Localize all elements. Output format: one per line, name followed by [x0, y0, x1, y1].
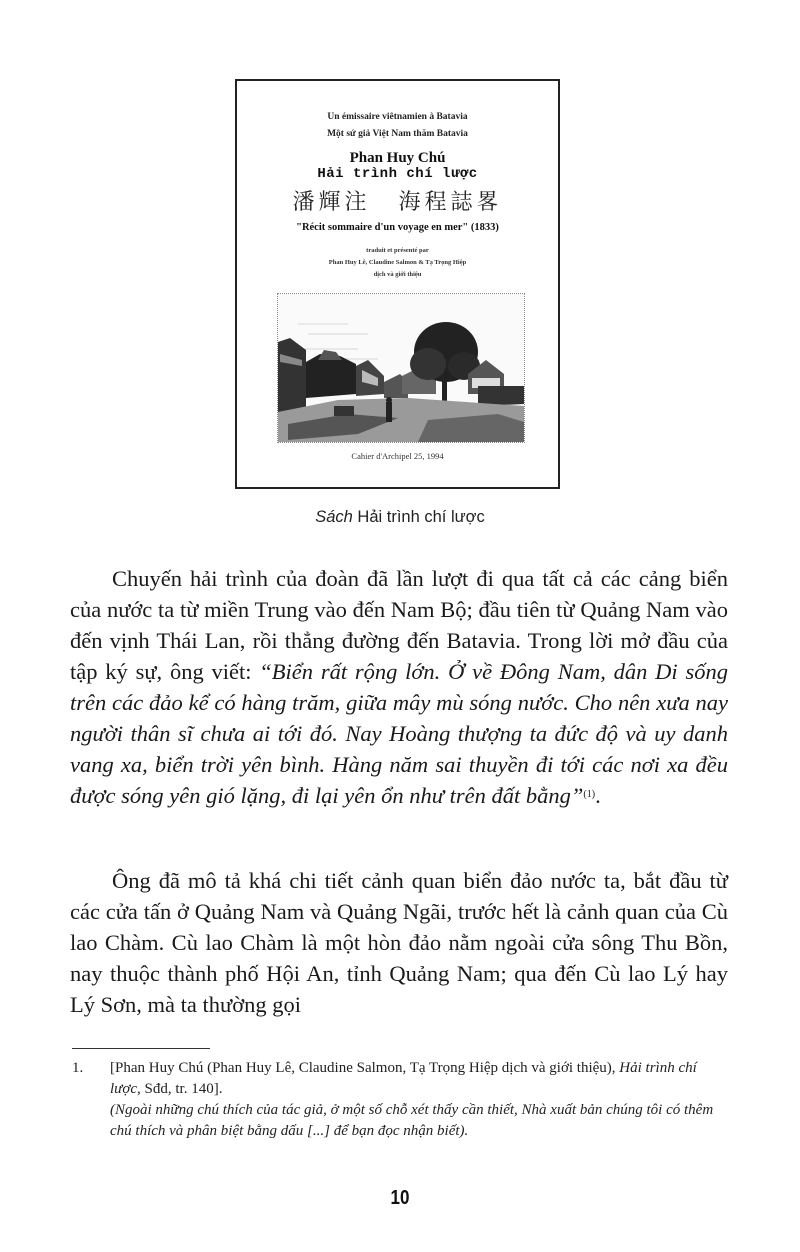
cover-illustration — [277, 293, 525, 443]
paragraph-1-quote: “Biển rất rộng lớn. Ở về Đông Nam, dân Di sống trên các đảo kể có hàng trăm, giữa mây mù sóng nước. Cho nên xưa nay người thân sĩ chưa ai tới đó. Nay Hoàng thượng ta đức độ và uy danh vang xa, biển trời yên bình. Hàng năm sai thuyền đi tới các nơi xa đều được sóng yên gió lặng, đi lại yên ổn như trên đất bằng” — [70, 659, 728, 808]
cover-series-label: Cahier d'Archipel 25, 1994 — [351, 451, 444, 461]
body-paragraph-1 — [70, 563, 728, 811]
page-number: 10 — [390, 1187, 410, 1209]
footnote-divider — [72, 1048, 210, 1049]
book-cover-figure — [235, 79, 560, 489]
cover-han-author: 潘輝注 — [292, 190, 371, 215]
paragraph-1-text: Chuyến hải trình của đoàn đã lần lượt đi qua tất cả các cảng biển của nước ta từ miền Trung vào đến Nam Bộ; đầu tiên từ Quảng Nam vào đến vịnh Thái Lan, rồi thẳng đường đến Batavia. Trong lời mở đầu của tập ký sự, ông viết: — [70, 566, 728, 684]
citation-title: Hải trình chí lược — [110, 1060, 697, 1097]
street-scene-engraving — [278, 294, 524, 442]
cover-french-title: Un émissaire viêtnamien à Batavia — [327, 112, 468, 122]
paragraph-1-end: . — [595, 783, 601, 808]
cover-translated-vi: dịch và giới thiệu — [373, 271, 422, 278]
caption-prefix: Sách — [315, 508, 353, 526]
footnote-body — [110, 1058, 728, 1142]
footnote-citation — [110, 1058, 728, 1100]
footnote-number: 1. — [72, 1060, 84, 1076]
footnote-1 — [72, 1058, 728, 1142]
publisher-note-text: (Ngoài những chú thích của tác giả, ở một số chỗ xét thấy cần thiết, Nhà xuất bản chúng tôi có thêm chú thích và phân biệt bằng dấu [...] để bạn đọc nhận biết). — [110, 1102, 714, 1139]
cover-translators: Phan Huy Lê, Claudine Salmon & Tạ Trọng Hiệp — [328, 259, 467, 266]
body-paragraph-2: Ông đã mô tả khá chi tiết cảnh quan biển đảo nước ta, bắt đầu từ các cửa tấn ở Quảng Nam và Quảng Ngãi, trước hết là cảnh quan của Cù lao Chàm. Cù lao Chàm là một hòn đảo nằm ngoài cửa sông Thu Bồn, nay thuộc thành phố Hội An, tỉnh Quảng Nam; qua đến Cù lao Lý hay Lý Sơn, mà ta thường gọi — [70, 868, 728, 1017]
footnote-reference-1[interactable]: (1) — [583, 789, 596, 800]
citation-start: [Phan Huy Chú (Phan Huy Lê, Claudine Salmon, Tạ Trọng Hiệp dịch và giới thiệu), — [110, 1060, 620, 1076]
citation-end: , Sđd, tr. 140]. — [137, 1081, 223, 1097]
cover-subtitle: "Récit sommaire d'un voyage en mer" (1833) — [296, 222, 499, 233]
figure-caption — [0, 508, 800, 527]
cover-han-characters — [237, 185, 558, 216]
cover-vietnamese-title: Một sứ giả Việt Nam thăm Batavia — [327, 129, 468, 139]
cover-han-title: 海程誌畧 — [398, 190, 503, 215]
publisher-note — [110, 1100, 728, 1142]
caption-text: Hải trình chí lược — [352, 508, 485, 526]
cover-author: Phan Huy Chú — [349, 150, 446, 166]
cover-translated-by: traduit et présenté par — [366, 247, 429, 254]
cover-book-title: Hải trình chí lược — [317, 166, 478, 182]
